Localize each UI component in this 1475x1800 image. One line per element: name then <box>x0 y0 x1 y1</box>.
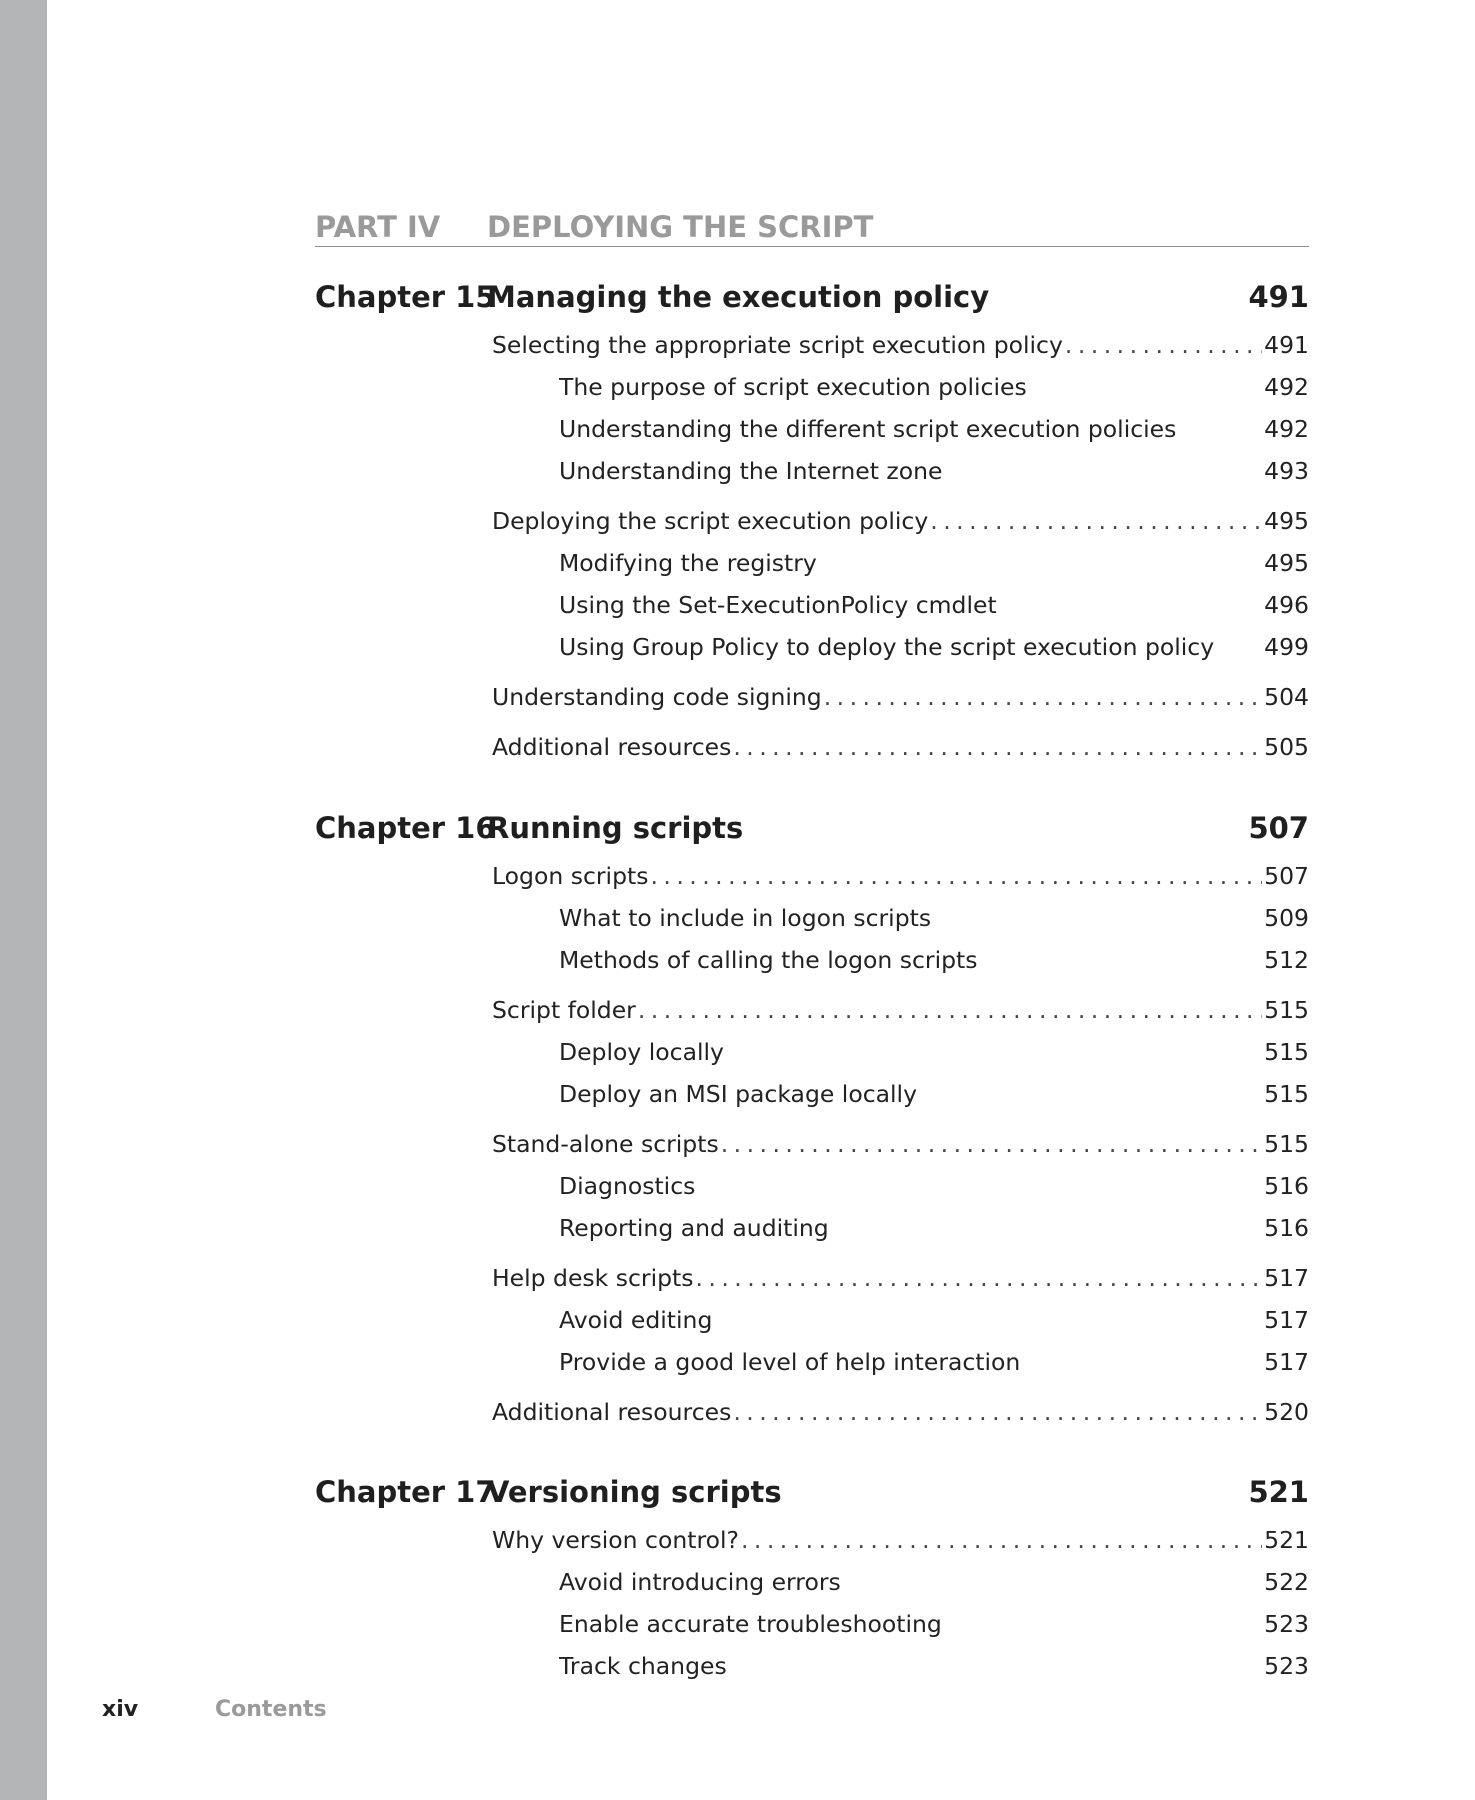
page-edge-strip <box>0 0 47 1800</box>
section-page: 491 <box>1264 331 1309 359</box>
toc-subsection-entry[interactable] <box>559 584 1309 626</box>
subsection-page: 512 <box>1264 946 1309 974</box>
subsection-title: Deploy an MSI package locally <box>559 1080 917 1108</box>
section-page: 515 <box>1264 996 1309 1024</box>
toc-section-entry[interactable] <box>492 1519 1309 1561</box>
subsection-title: What to include in logon scripts <box>559 904 932 932</box>
dot-leader <box>930 507 1262 535</box>
subsection-title: Enable accurate troubleshooting <box>559 1610 942 1638</box>
toc-subsection-entry[interactable] <box>559 1299 1309 1341</box>
toc-section-entry[interactable] <box>492 1391 1309 1433</box>
dot-leader <box>1065 331 1262 359</box>
section-gap <box>315 718 1309 726</box>
toc-subsection-entry[interactable] <box>559 626 1309 668</box>
dot-leader <box>733 1398 1262 1426</box>
section-gap <box>315 981 1309 989</box>
section-title: Selecting the appropriate script execution policy <box>492 331 1063 359</box>
section-title: Why version control? <box>492 1526 739 1554</box>
section-page: 517 <box>1264 1264 1309 1292</box>
subsection-page: 516 <box>1264 1172 1309 1200</box>
subsection-title: Using Group Policy to deploy the script execution policy <box>559 633 1215 661</box>
toc-section-entry[interactable] <box>492 676 1309 718</box>
chapter-block <box>315 280 1309 768</box>
section-page: 521 <box>1264 1526 1309 1554</box>
toc-subsection-entry[interactable] <box>559 1341 1309 1383</box>
subsection-page: 509 <box>1264 904 1309 932</box>
section-gap <box>315 1115 1309 1123</box>
chapter-number: Chapter 15 <box>315 280 496 314</box>
subsection-title: Avoid editing <box>559 1306 713 1334</box>
section-title: Deploying the script execution policy <box>492 507 929 535</box>
section-gap <box>315 1249 1309 1257</box>
chapter-heading[interactable] <box>315 1475 1309 1519</box>
part-title: DEPLOYING THE SCRIPT <box>487 210 874 244</box>
chapter-heading[interactable] <box>315 811 1309 855</box>
subsection-page: 523 <box>1264 1610 1309 1638</box>
subsection-title: Using the Set-ExecutionPolicy cmdlet <box>559 591 997 619</box>
section-title: Understanding code signing <box>492 683 822 711</box>
toc-section-entry[interactable] <box>492 324 1309 366</box>
chapter-heading[interactable] <box>315 280 1309 324</box>
section-page: 507 <box>1264 862 1309 890</box>
subsection-page: 495 <box>1264 549 1309 577</box>
section-title: Additional resources <box>492 1398 732 1426</box>
chapter-number: Chapter 17 <box>315 1475 496 1509</box>
toc-section-entry[interactable] <box>492 855 1309 897</box>
toc-subsection-entry[interactable] <box>559 408 1309 450</box>
subsection-page: 515 <box>1264 1080 1309 1108</box>
toc-subsection-entry[interactable] <box>559 1603 1309 1645</box>
chapter-title: Managing the execution policy <box>487 280 990 314</box>
chapter-title: Versioning scripts <box>487 1475 782 1509</box>
toc-subsection-entry[interactable] <box>559 1645 1309 1687</box>
section-page: 495 <box>1264 507 1309 535</box>
subsection-title: Avoid introducing errors <box>559 1568 841 1596</box>
chapter-block <box>315 811 1309 1433</box>
toc-section-entry[interactable] <box>492 1123 1309 1165</box>
section-page: 505 <box>1264 733 1309 761</box>
subsection-title: Reporting and auditing <box>559 1214 829 1242</box>
dot-leader <box>638 996 1262 1024</box>
toc-section-entry[interactable] <box>492 500 1309 542</box>
section-title: Stand-alone scripts <box>492 1130 719 1158</box>
section-title: Additional resources <box>492 733 732 761</box>
toc-subsection-entry[interactable] <box>559 366 1309 408</box>
subsection-title: Methods of calling the logon scripts <box>559 946 978 974</box>
subsection-title: Track changes <box>559 1652 727 1680</box>
subsection-title: Understanding the different script execution policies <box>559 415 1177 443</box>
toc-subsection-entry[interactable] <box>559 1207 1309 1249</box>
subsection-page: 492 <box>1264 373 1309 401</box>
subsection-title: Modifying the registry <box>559 549 817 577</box>
subsection-page: 517 <box>1264 1348 1309 1376</box>
subsection-title: The purpose of script execution policies <box>559 373 1027 401</box>
section-gap <box>315 492 1309 500</box>
part-header <box>315 210 1309 247</box>
toc-subsection-entry[interactable] <box>559 1073 1309 1115</box>
toc-section-entry[interactable] <box>492 726 1309 768</box>
section-page: 520 <box>1264 1398 1309 1426</box>
subsection-page: 523 <box>1264 1652 1309 1680</box>
section-title: Script folder <box>492 996 636 1024</box>
subsection-title: Diagnostics <box>559 1172 696 1200</box>
dot-leader <box>695 1264 1262 1292</box>
toc-subsection-entry[interactable] <box>559 1561 1309 1603</box>
toc-subsection-entry[interactable] <box>559 897 1309 939</box>
subsection-page: 496 <box>1264 591 1309 619</box>
dot-leader <box>741 1526 1262 1554</box>
toc-subsection-entry[interactable] <box>559 1165 1309 1207</box>
subsection-title: Understanding the Internet zone <box>559 457 943 485</box>
toc-subsection-entry[interactable] <box>559 542 1309 584</box>
subsection-page: 516 <box>1264 1214 1309 1242</box>
chapter-title: Running scripts <box>487 811 744 845</box>
subsection-page: 499 <box>1264 633 1309 661</box>
chapter-block <box>315 1475 1309 1687</box>
chapter-page: 521 <box>1248 1475 1309 1509</box>
toc-subsection-entry[interactable] <box>559 939 1309 981</box>
chapter-number: Chapter 16 <box>315 811 496 845</box>
subsection-page: 522 <box>1264 1568 1309 1596</box>
section-page: 504 <box>1264 683 1309 711</box>
subsection-page: 493 <box>1264 457 1309 485</box>
subsection-page: 515 <box>1264 1038 1309 1066</box>
toc-section-entry[interactable] <box>492 989 1309 1031</box>
chapter-page: 491 <box>1248 280 1309 314</box>
dot-leader <box>650 862 1262 890</box>
section-title: Logon scripts <box>492 862 649 890</box>
part-label: PART IV <box>315 210 441 244</box>
dot-leader <box>824 683 1262 711</box>
subsection-title: Provide a good level of help interaction <box>559 1348 1021 1376</box>
section-gap <box>315 668 1309 676</box>
subsection-title: Deploy locally <box>559 1038 724 1066</box>
section-title: Help desk scripts <box>492 1264 694 1292</box>
footer-page-number: xiv <box>102 1697 139 1722</box>
dot-leader <box>721 1130 1262 1158</box>
subsection-page: 492 <box>1264 415 1309 443</box>
dot-leader <box>733 733 1262 761</box>
toc-section-entry[interactable] <box>492 1257 1309 1299</box>
subsection-page: 517 <box>1264 1306 1309 1334</box>
chapter-page: 507 <box>1248 811 1309 845</box>
toc-subsection-entry[interactable] <box>559 450 1309 492</box>
toc-subsection-entry[interactable] <box>559 1031 1309 1073</box>
section-page: 515 <box>1264 1130 1309 1158</box>
section-gap <box>315 1383 1309 1391</box>
footer-label: Contents <box>215 1697 327 1722</box>
